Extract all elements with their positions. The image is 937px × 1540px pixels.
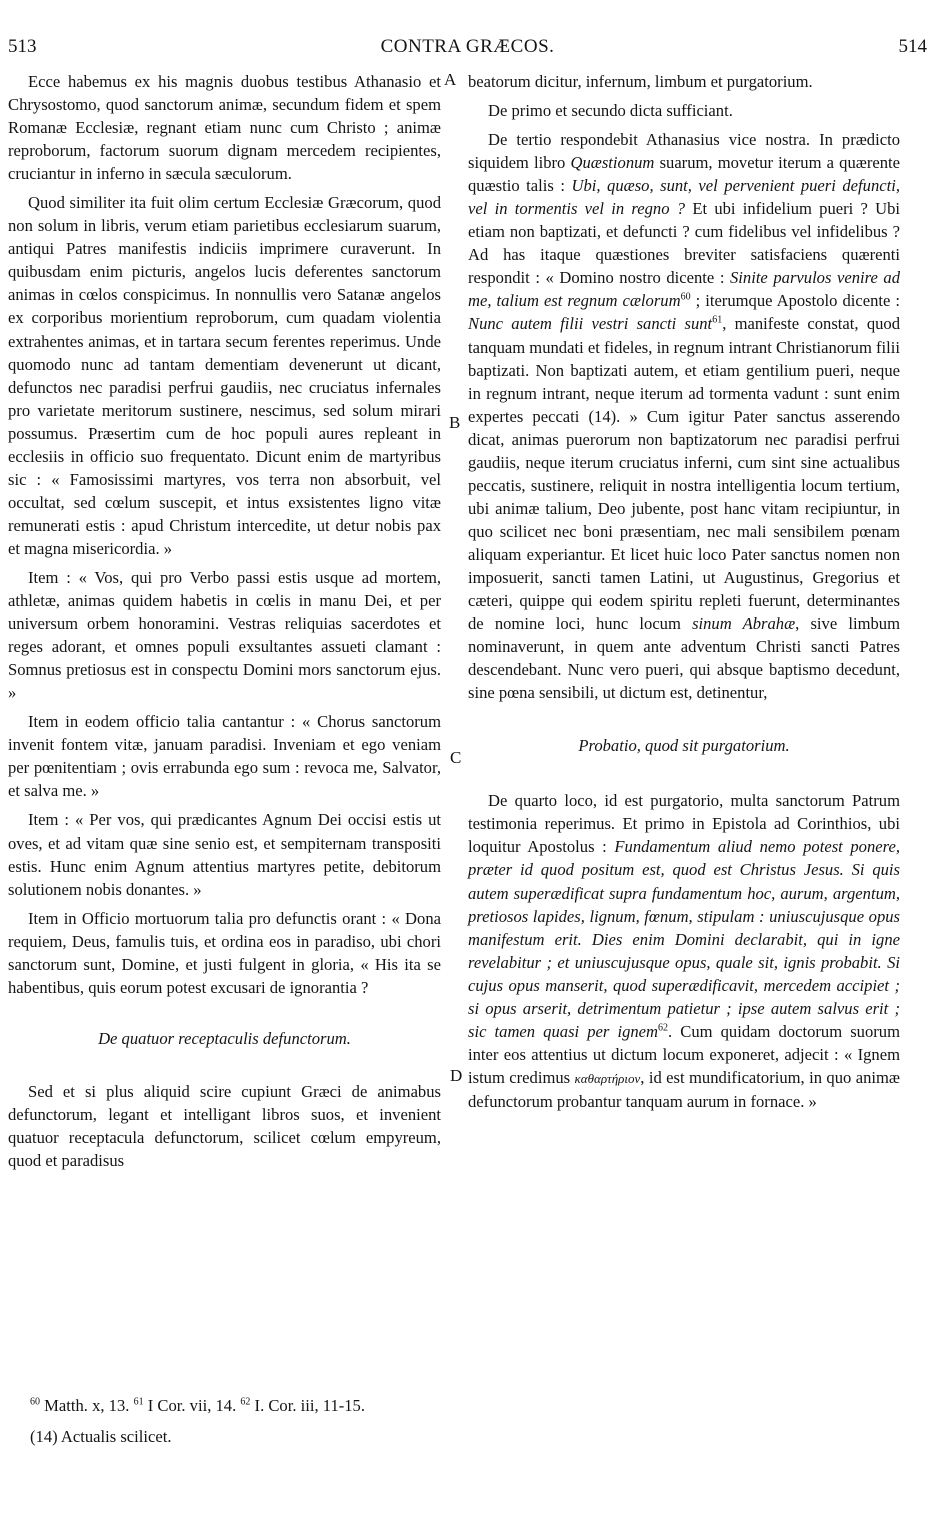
left-paragraph-6: Item in Officio mortuorum talia pro defunctis orant : « Dona requiem, Deus, famulis tuis, et ordina eos in paradiso, ubi chori sanctorum sunt, Domine, et justi fulgent in gloria, « His ita se habentibus, quis eorum potest excusari de ignorantia ?	[8, 908, 441, 997]
left-paragraph-2: Quod similiter ita fuit olim certum Ecclesiæ Græcorum, quod non solum in libris, verum etiam parietibus ecclesiarum suarum, antiqui Patres manifestis indiciis imprimere curaverunt. In quibusdam enim picturis, angelos lucis deferentes sanctorum animas in cœlos conspicimus. In nonnullis vero Satanæ angelos ex corporibus morientium reproborum, cum quadam violentia extrahentes animas, et in tartara secum ferentes reperimus. Unde quomodo nunc ad tantam dementiam devenerunt ut dicant, defunctos nec paradisi perfrui gaudiis, nec cruciatus infernales pro varietate meritorum sustinere, nescimus, sed solum mirari possumus. Præsertim cum de hoc populi aures repleant in ecclesiis in officio suo frequentato. Dicunt enim de martyribus sic : « Famosissimi martyres, vos terra non absorbuit, vel occultat, sed cœlum suscepit, et intus exsistentes ligno vitæ remunerati estis : apud Christum intercedite, ut detur nobis pax et magna misericordia. »	[8, 193, 441, 558]
section-heading-receptacula: De quatuor receptaculis defunctorum.	[98, 1028, 351, 1048]
text-run: suarum, movetur iterum a quærente quæstio talis :	[468, 153, 900, 196]
footnote-text: I Cor. vii, 14.	[143, 1396, 241, 1415]
running-header	[8, 36, 927, 62]
text-run: De tertio respondebit Athanasius vice nostra. In prædicto siquidem libro	[468, 130, 900, 173]
footnote-text: Matth. x, 13.	[40, 1396, 134, 1415]
footnote-ref-61: 61	[712, 314, 723, 326]
margin-marker-b: B	[449, 413, 461, 432]
footnote-number: 61	[133, 1396, 144, 1408]
sinum-abrahae: sinum Abrahæ	[692, 614, 796, 634]
right-paragraph-4	[468, 789, 900, 1113]
page-number-left: 513	[8, 36, 37, 57]
right-column	[468, 70, 900, 1113]
right-paragraph-2: De primo et secundo dicta sufficiant.	[488, 101, 733, 121]
footnote-text: I. Cor. iii, 11-15.	[250, 1396, 366, 1415]
text-run: , id est mundificatorium, in quo animæ defunctorum probantur tanquam aurum in fornace. »	[468, 1067, 900, 1111]
greek-word: καθαρτήριον	[574, 1070, 641, 1086]
footnote-14: (14) Actualis scilicet.	[30, 1427, 172, 1446]
footnote-number: 62	[240, 1396, 251, 1408]
page-number-right: 514	[898, 36, 927, 57]
margin-marker-d: D	[450, 1066, 463, 1085]
book-title-quaestionum: Quæstionum	[570, 153, 655, 173]
left-paragraph-4: Item in eodem officio talia cantantur : « Chorus sanctorum invenit fontem vitæ, januam paradisi. Inveniam et ego veniam per pœnitentiam ; ovis errabunda ego sum : revoca me, Salvator, et salva me. »	[8, 712, 441, 801]
scripture-quote-1: Sinite parvulos venire ad me, talium est regnum cælorum	[468, 268, 900, 311]
running-title: CONTRA GRÆCOS.	[380, 36, 555, 57]
margin-marker-c: C	[450, 748, 462, 767]
left-paragraph-7: Sed et si plus aliquid scire cupiunt Græci de animabus defunctorum, legant et intelligant libros suos, et invenient quatuor receptacula defunctorum, scilicet cœlum empyreum, quod et paradisus	[8, 1081, 441, 1171]
text-run: , manifeste constat, quod tanquam mundati et fideles, in regnum intrant Christianorum filii baptizati. Non baptizati autem, et etiam gentilium pueri, neque in regnum intrant, neque iterum ad tormenta vadunt : sunt enim expertes peccati (14). » Cum igitur Pater sanctus asserendo dicat, animas puerorum non baptizatorum nec paradisi perfrui gaudiis, neque iterum cruciatus inferni, cum sint sine actualibus peccatis, sustinere, reliquit in nostra intelligentia locum tertium, ubi animæ talium, Deo jubente, post hanc vitam recipiuntur, in quo scilicet nec boni præsentiam, nec mali sensibilem pœnam aliquam experiantur. Et licet huic loco Pater sanctus nomen non imposuerit, sancti tamen Latini, ut Augustinus, Gregorius et cæteri, quippe qui eodem spiritu repleti fuerunt, determinantes de nomine loci, hunc locum	[468, 314, 901, 634]
footnote-number: 60	[30, 1396, 40, 1408]
quoted-question: Ubi, quæso, sunt, vel pervenient pueri defuncti, vel in tormentis vel in regno ?	[468, 176, 900, 219]
left-paragraph-5: Item : « Per vos, qui prædicantes Agnum Dei occisi estis ut oves, et ad vitam quæ sine senio est, et sempiternam transpositi estis. Hunc enim Agnum attentius martyres petite, debitorum solutionem nobis donantes. »	[8, 810, 441, 899]
footnote-scripture-refs	[30, 1395, 490, 1417]
margin-marker-a: A	[444, 70, 457, 89]
footnotes	[30, 1395, 490, 1457]
section-heading-purgatorium: Probatio, quod sit purgatorium.	[578, 736, 790, 756]
left-column	[8, 70, 441, 1172]
text-run: Et ubi infidelium pueri ? Ubi etiam non baptizati, et defuncti ? cum fidelibus vel infidelibus ? Ad has itaque quæstiones breviter satisfaciens quærenti respondit : « Domino nostro dicente :	[468, 199, 901, 288]
footnote-ref-60: 60	[680, 291, 691, 303]
right-paragraph-1: beatorum dicitur, infernum, limbum et purgatorium.	[468, 72, 813, 91]
text-run: De quarto loco, id est purgatorio, multa sanctorum Patrum testimonia reperimus. Et primo in Epistola ad Corinthios, ubi loquitur Apostolus :	[468, 791, 900, 857]
text-run: , sive limbum nominaverunt, in quem ante adventum Christi sancti Patres descendebant. Nunc vero pueri, qui absque baptismo decedunt, sine pœna sensibili, ut dictum est, detinentur,	[468, 614, 900, 703]
scripture-quote-2: Nunc autem filii vestri sancti sunt	[468, 314, 713, 334]
right-paragraph-3	[468, 128, 900, 704]
left-paragraph-3: Item : « Vos, qui pro Verbo passi estis usque ad mortem, athletæ, animas quidem habetis in cœlis in manu Dei, et per universum orbem honoramini. Vestras reliquias sacerdotes et reges adorant, et omnes populi exsultantes assueti clamant : Somnus pretiosus est in conspectu Domini mors sanctorum ejus. »	[8, 567, 441, 703]
text-run: ; iterumque Apostolo dicente :	[690, 291, 900, 311]
footnote-ref-62: 62	[658, 1022, 669, 1034]
left-paragraph-1: Ecce habemus ex his magnis duobus testibus Athanasio et Chrysostomo, quod sanctorum animæ, secundum fidem et spem Romanæ Ecclesiæ, regnant etiam nunc cum Christo ; animæ reproborum, factorum suorum dignam mercedem recipientes, cruciantur in inferno in sæcula sæculorum.	[8, 72, 441, 184]
scripture-quote-3: Fundamentum aliud nemo potest ponere, præter id quod positum est, quod est Christus Jesus. Si quis autem superædificat supra fundamentum hoc, aurum, argentum, pretiosos lapides, lignum, fœnum, stipulam : uniuscujusque opus manifestum erit. Dies enim Domini declarabit, qui in igne revelabitur ; et uniuscujusque opus, quale sit, ignis probabit. Si cujus opus manserit, quod superædificavit, mercedem accipiet ; si opus arserit, detrimentum patietur ; ipse autem salvus erit ; sic tamen quasi per ignem	[468, 837, 900, 1041]
text-run: . Cum quidam doctorum suorum inter eos attentius ut dictum locum exponeret, adjecit : « Ignem istum credimus	[468, 1021, 900, 1087]
